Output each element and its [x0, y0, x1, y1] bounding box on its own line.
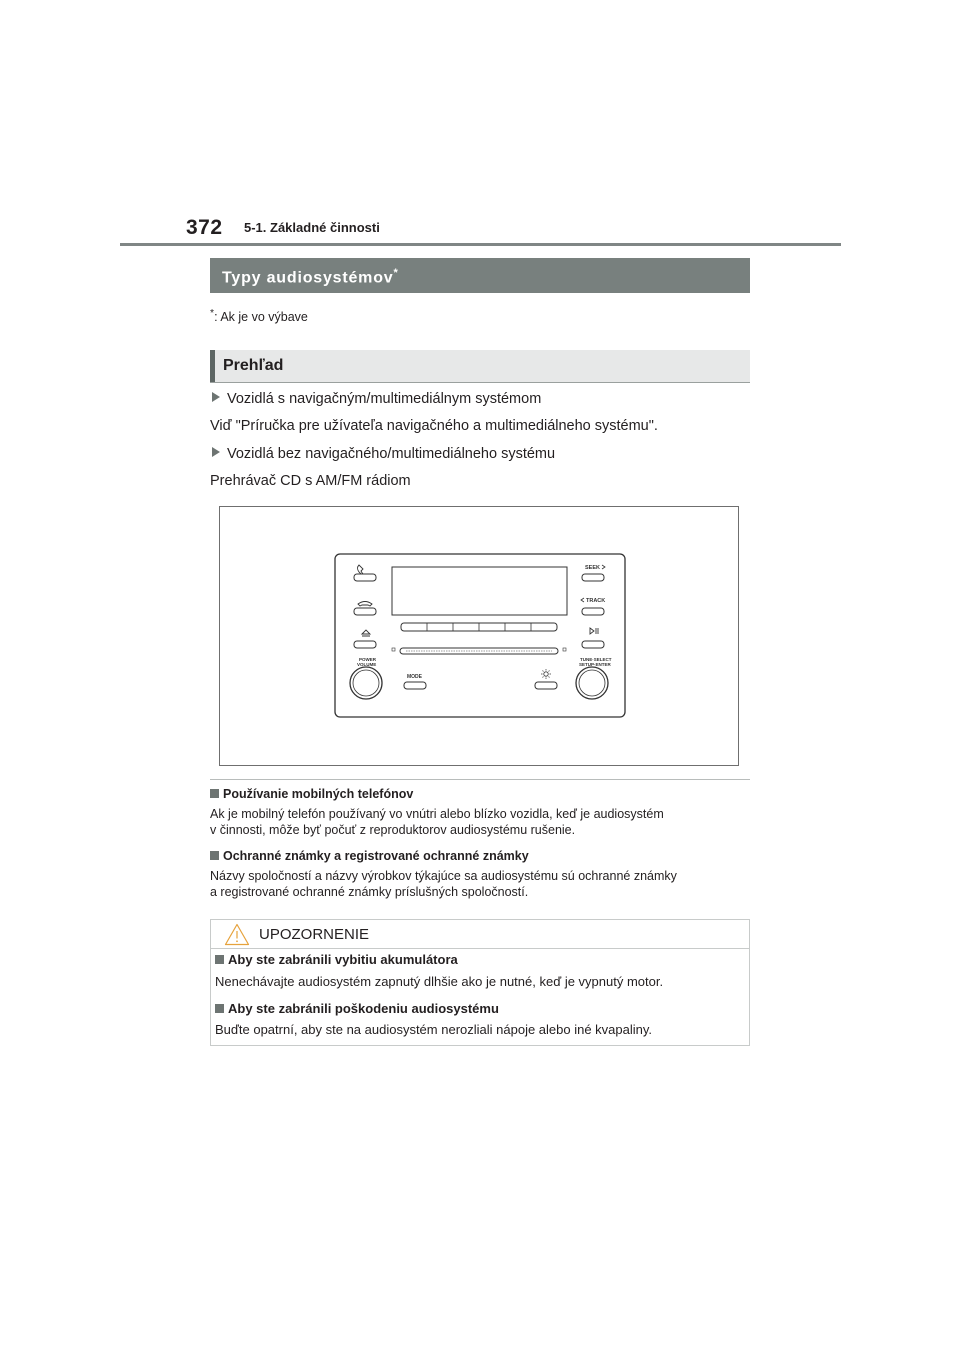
note-line: a registrované ochranné známky príslušných spoločností. — [210, 885, 529, 899]
item-label-no-navigation — [212, 446, 555, 462]
note-line: Ak je mobilný telefón používaný vo vnútri alebo blízko vozidla, keď je audiosystém — [210, 807, 664, 821]
square-bullet-icon — [215, 1004, 224, 1013]
preset-buttons — [401, 623, 557, 631]
power-label: POWER — [359, 657, 377, 662]
note-heading-text: Používanie mobilných telefónov — [223, 787, 414, 801]
note-text-mobile — [210, 806, 750, 838]
section-title-bar — [210, 258, 750, 293]
section-reference: 5-1. Základné činnosti — [244, 220, 380, 235]
cd-player-illustration — [220, 507, 738, 765]
figure-divider — [210, 779, 750, 780]
note-heading-text: Ochranné známky a registrované ochranné známky — [223, 849, 529, 863]
warning-triangle-icon — [224, 923, 250, 946]
caution-text-battery: Nenechávajte audiosystém zapnutý dlhšie ako je nutné, keď je vypnutý motor. — [215, 974, 664, 989]
subheading-marker — [210, 350, 215, 382]
track-label: TRACK — [586, 598, 606, 604]
page-number: 372 — [186, 216, 223, 239]
tune-label: TUNE·SELECT — [580, 657, 612, 662]
item-label-navigation — [212, 391, 541, 407]
section-title-text: Typy audiosystémov — [222, 269, 394, 287]
subheading-bar — [210, 350, 750, 383]
item-label-text: Vozidlá s navigačným/multimediálnym systémom — [227, 391, 542, 407]
caution-heading-damage — [215, 1001, 499, 1016]
mode-label: MODE — [407, 674, 422, 680]
item-text-no-navigation: Prehrávač CD s AM/FM rádiom — [210, 473, 411, 489]
caution-text-damage: Buďte opatrní, aby ste na audiosystém nerozliali nápoje alebo iné kvapaliny. — [215, 1022, 653, 1037]
square-bullet-icon — [210, 851, 219, 860]
note-line: Názvy spoločností a názvy výrobkov týkajúce sa audiosystému sú ochranné známky — [210, 869, 677, 883]
item-text-navigation: Viď "Príručka pre užívateľa navigačného a multimediálneho systému". — [210, 418, 658, 434]
note-line: v činnosti, môže byť počuť z reproduktorov audiosystému rušenie. — [210, 823, 576, 837]
header-divider — [120, 243, 841, 246]
title-asterisk: * — [393, 267, 399, 279]
note-heading-mobile — [210, 787, 413, 801]
caution-heading-text: Aby ste zabránili poškodeniu audiosystému — [228, 1001, 499, 1016]
setup-label: SETUP·ENTER — [579, 662, 611, 667]
triangle-bullet-icon — [212, 392, 220, 402]
note-text-trademarks — [210, 868, 750, 900]
square-bullet-icon — [210, 789, 219, 798]
subheading-title: Prehľad — [223, 357, 284, 374]
caution-header-divider — [211, 948, 749, 949]
volume-label: VOLUME — [357, 662, 377, 667]
triangle-bullet-icon — [212, 447, 220, 457]
square-bullet-icon — [215, 955, 224, 964]
caution-heading-text: Aby ste zabránili vybitiu akumulátora — [228, 952, 458, 967]
section-title — [222, 267, 399, 287]
radio-display — [392, 567, 567, 615]
availability-footnote — [210, 308, 308, 324]
footnote-text: : Ak je vo výbave — [214, 310, 308, 325]
item-label-text: Vozidlá bez navigačného/multimediálneho systému — [227, 446, 556, 462]
caution-heading-battery — [215, 952, 458, 967]
caution-title: UPOZORNENIE — [259, 926, 370, 943]
note-heading-trademarks — [210, 849, 529, 863]
footnote-asterisk: * — [210, 308, 215, 319]
cd-slot — [392, 648, 566, 654]
cd-player-figure — [219, 506, 739, 766]
seek-label: SEEK — [585, 565, 600, 571]
